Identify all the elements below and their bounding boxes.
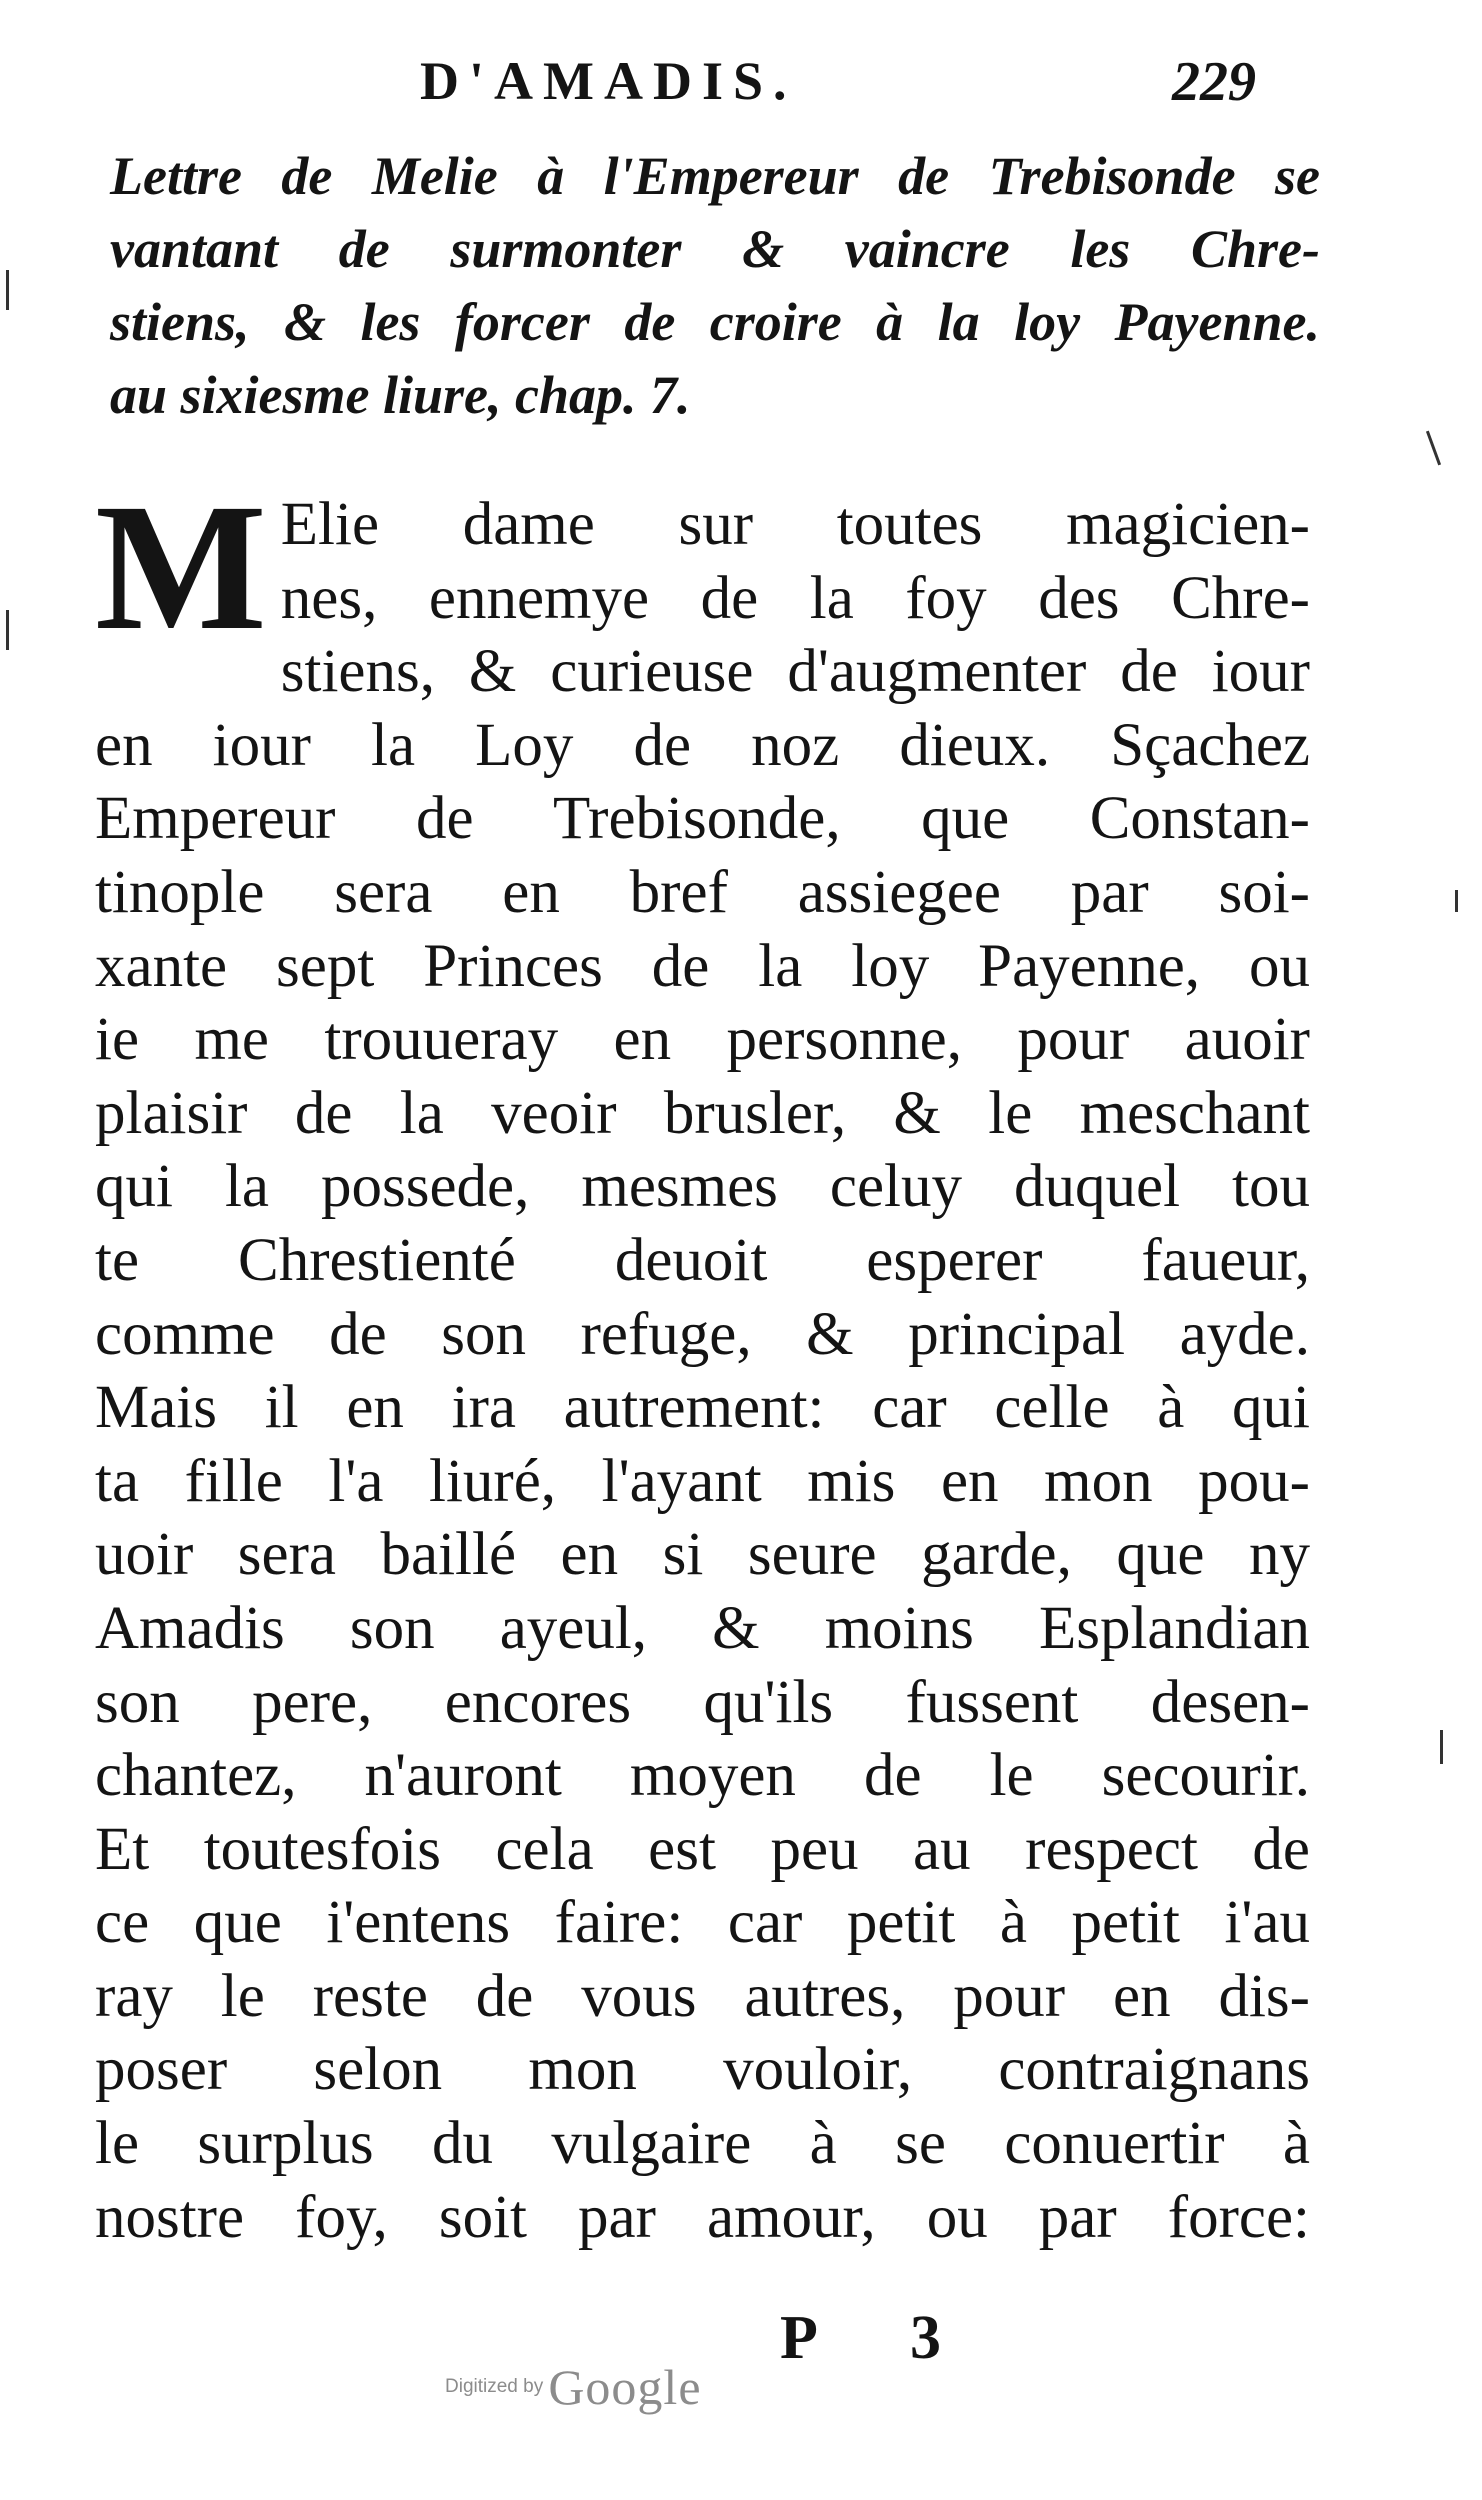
running-head (0, 42, 1482, 122)
body-line: uoir sera baillé en si seure garde, que ny (95, 1521, 1310, 1589)
body-line: le surplus du vulgaire à se conuertir à (95, 2110, 1310, 2178)
body-line: nes, ennemye de la foy des Chre- (280, 564, 1310, 632)
body-line: ray le reste de vous autres, pour en dis- (95, 1962, 1310, 2030)
body-line: ce que i'entens faire: car petit à petit i'au (95, 1889, 1310, 1957)
body-line: ta fille l'a liuré, l'ayant mis en mon pou- (95, 1447, 1310, 1515)
body-line: ie me trouueray en personne, pour auoir (95, 1006, 1310, 1074)
body-line: Et toutesfois cela est peu au respect de (95, 1815, 1310, 1883)
page-number: 229 (1172, 51, 1256, 113)
body-line: Amadis son ayeul, & moins Esplandian (95, 1594, 1310, 1662)
signature-mark: P 3 (780, 2304, 981, 2372)
watermark-logo: Google (548, 2359, 702, 2415)
body-line: son pere, encores qu'ils fussent desen- (95, 1668, 1310, 1736)
body-line: en iour la Loy de noz dieux. Sçachez (95, 711, 1310, 779)
drop-cap: M (95, 467, 267, 668)
scan-speck (1440, 1730, 1443, 1764)
body-line: nostre foy, soit par amour, ou par force: (95, 2183, 1310, 2251)
heading-line: vantant de surmonter & vaincre les Chre- (110, 219, 1320, 279)
body-line: stiens, & curieuse d'augmenter de iour (280, 638, 1310, 706)
body-line: Mais il en ira autrement: car celle à qui (95, 1374, 1310, 1442)
body-line: chantez, n'auront moyen de le secourir. (95, 1742, 1310, 1810)
body-line: poser selon mon vouloir, contraignans (95, 2036, 1310, 2104)
body-line: xante sept Princes de la loy Payenne, ou (95, 932, 1310, 1000)
running-head-title: D'AMADIS. (420, 51, 797, 111)
scan-speck (1455, 890, 1458, 912)
body-line: te Chrestienté deuoit esperer faueur, (95, 1226, 1310, 1294)
scan-speck (6, 610, 9, 650)
letter-body (95, 467, 1310, 2254)
body-line: Elie dame sur toutes magicien- (280, 491, 1310, 558)
body-line: comme de son refuge, & principal ayde. (95, 1300, 1310, 1368)
body-line: Empereur de Trebisonde, que Constan- (95, 785, 1310, 853)
body-line: tinople sera en bref assiegee par soi- (95, 858, 1310, 926)
chapter-heading (110, 140, 1320, 432)
heading-line: au sixiesme liure, chap. 7. (110, 365, 691, 425)
body-line: qui la possede, mesmes celuy duquel tou (95, 1153, 1310, 1221)
scan-speck (6, 270, 9, 310)
heading-line: Lettre de Melie à l'Empereur de Trebisonde se (110, 146, 1320, 206)
heading-line: stiens, & les forcer de croire à la loy Payenne. (110, 292, 1320, 352)
watermark-prefix: Digitized by (445, 2376, 544, 2397)
scan-speck (1426, 431, 1441, 466)
body-line: plaisir de la veoir brusler, & le meschant (95, 1079, 1310, 1147)
digitized-watermark (445, 2358, 702, 2416)
